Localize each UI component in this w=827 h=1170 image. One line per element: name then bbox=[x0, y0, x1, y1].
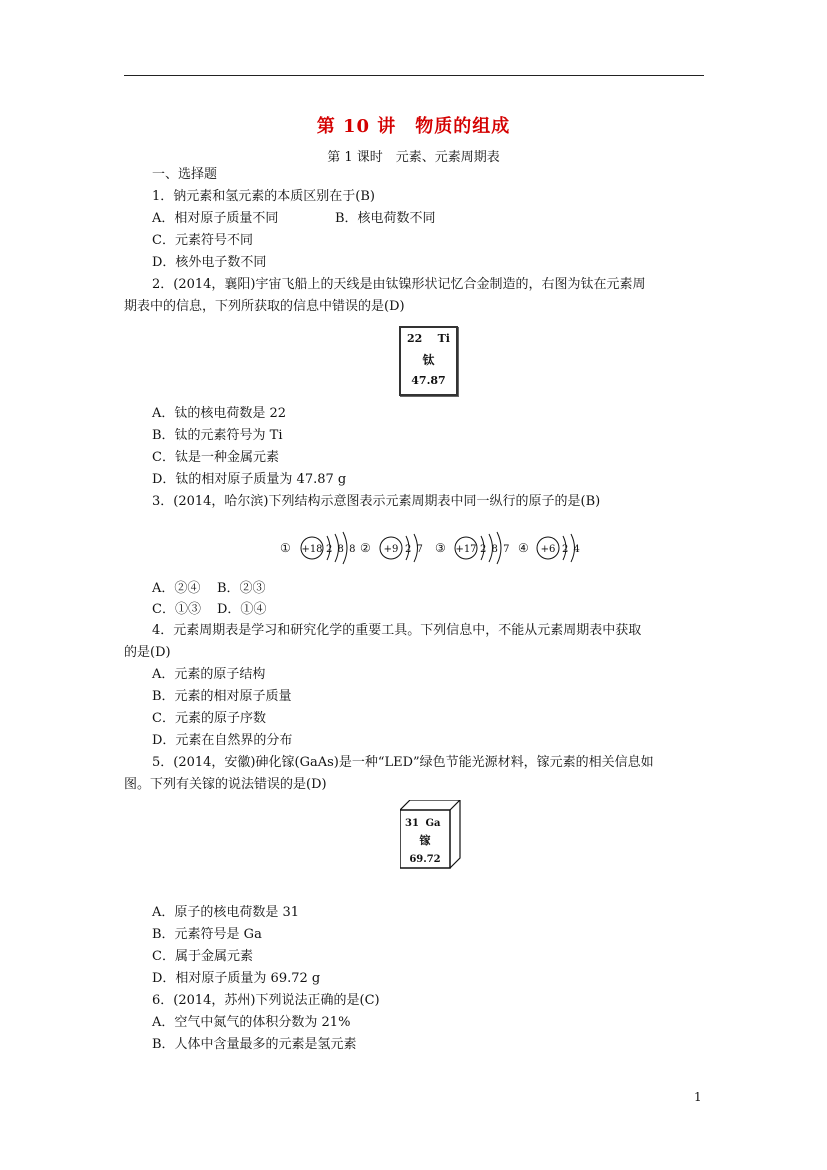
ga-name: 镓 bbox=[419, 834, 431, 847]
ti-atomic-number: 22 bbox=[407, 332, 423, 345]
atom-1-nucleus: +18 bbox=[301, 544, 323, 555]
gallium-element-cube bbox=[400, 800, 462, 870]
q5-stem-line1: 5．(2014，安徽)砷化镓(GaAs)是一种“LED”绿色节能光源材料，镓元素的相关信息如 bbox=[152, 755, 654, 770]
header-rule bbox=[124, 75, 704, 76]
q2-option-c: C．钛是一种金属元素 bbox=[152, 450, 279, 465]
ti-symbol: Ti bbox=[437, 332, 450, 345]
atom-1-label: ① bbox=[280, 541, 291, 555]
atom-3-shells: 2 8 7 bbox=[480, 544, 511, 555]
q2-stem-line1: 2．(2014，襄阳)宇宙飞船上的天线是由钛镍形状记忆合金制造的，右图为钛在元素周 bbox=[152, 277, 646, 292]
q6-stem: 6．(2014，苏州)下列说法正确的是(C) bbox=[152, 993, 380, 1008]
q1-stem: 1．钠元素和氢元素的本质区别在于(B) bbox=[152, 189, 375, 204]
q3-option-a: A．②④ bbox=[152, 581, 201, 596]
titanium-element-cell bbox=[399, 326, 458, 396]
q2-option-a: A．钛的核电荷数是 22 bbox=[152, 406, 287, 421]
atom-4-label: ④ bbox=[518, 541, 529, 555]
q1-option-d: D．核外电子数不同 bbox=[152, 255, 267, 270]
q3-stem: 3．(2014，哈尔滨)下列结构示意图表示元素周期表中同一纵行的原子的是(B) bbox=[152, 494, 601, 509]
atom-3-label: ③ bbox=[435, 541, 446, 555]
q6-option-b: B．人体中含量最多的元素是氢元素 bbox=[152, 1037, 357, 1052]
q6-option-a: A．空气中氮气的体积分数为 21% bbox=[152, 1015, 351, 1030]
atom-1-shells: 2 8 8 bbox=[326, 544, 357, 555]
atom-3-nucleus: +17 bbox=[455, 544, 477, 555]
q4-option-a: A．元素的原子结构 bbox=[152, 667, 266, 682]
atom-2-label: ② bbox=[360, 541, 371, 555]
q5-option-b: B．元素符号是 Ga bbox=[152, 927, 262, 942]
ti-name: 钛 bbox=[422, 353, 435, 367]
q5-option-a: A．原子的核电荷数是 31 bbox=[152, 905, 300, 920]
lesson-subtitle: 第 1 课时 元素、元素周期表 bbox=[327, 150, 500, 165]
q4-stem-line1: 4．元素周期表是学习和研究化学的重要工具。下列信息中，不能从元素周期表中获取 bbox=[152, 623, 642, 638]
q1-option-c: C．元素符号不同 bbox=[152, 233, 253, 248]
q1-option-a: A．相对原子质量不同 bbox=[152, 211, 279, 226]
atom-diagram-1 bbox=[280, 532, 356, 564]
page-number: 1 bbox=[694, 1090, 702, 1104]
ga-atomic-mass: 69.72 bbox=[409, 854, 441, 865]
q3-option-b: B．②③ bbox=[217, 581, 266, 596]
q2-option-b: B．钛的元素符号为 Ti bbox=[152, 428, 283, 443]
section-heading: 一、选择题 bbox=[152, 167, 218, 182]
lesson-title: 第 10 讲 物质的组成 bbox=[316, 116, 511, 137]
q4-option-c: C．元素的原子序数 bbox=[152, 711, 266, 726]
atom-2-nucleus: +9 bbox=[383, 544, 399, 555]
atom-diagram-2 bbox=[360, 534, 424, 562]
q3-option-d: D．①④ bbox=[217, 602, 267, 617]
atomic-structure-diagrams bbox=[280, 528, 590, 568]
atom-4-shells: 2 4 bbox=[562, 544, 581, 555]
q4-stem-line2: 的是(D) bbox=[124, 645, 171, 660]
ti-atomic-mass: 47.87 bbox=[411, 374, 446, 387]
atom-diagram-4 bbox=[518, 534, 581, 562]
q4-option-b: B．元素的相对原子质量 bbox=[152, 689, 292, 704]
q1-option-b: B．核电荷数不同 bbox=[335, 211, 436, 226]
atom-diagram-3 bbox=[435, 532, 510, 564]
atom-2-shells: 2 7 bbox=[405, 544, 424, 555]
q5-option-c: C．属于金属元素 bbox=[152, 949, 253, 964]
atom-4-nucleus: +6 bbox=[540, 544, 556, 555]
ga-atomic-number: 31 bbox=[405, 818, 419, 829]
q2-option-d: D．钛的相对原子质量为 47.87 g bbox=[152, 472, 347, 487]
q4-option-d: D．元素在自然界的分布 bbox=[152, 733, 293, 748]
q5-stem-line2: 图。下列有关镓的说法错误的是(D) bbox=[124, 777, 327, 792]
q5-option-d: D．相对原子质量为 69.72 g bbox=[152, 971, 321, 986]
ga-symbol: Ga bbox=[425, 818, 441, 829]
q2-stem-line2: 期表中的信息，下列所获取的信息中错误的是(D) bbox=[124, 299, 405, 314]
q3-option-c: C．①③ bbox=[152, 602, 201, 617]
